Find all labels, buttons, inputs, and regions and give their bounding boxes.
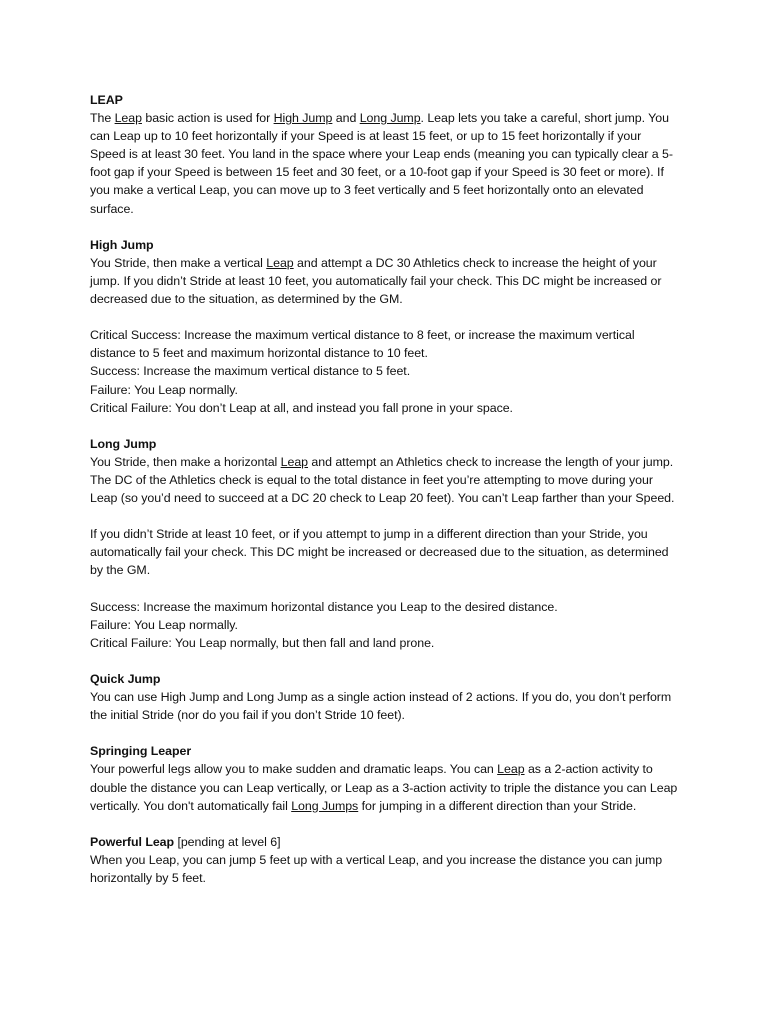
paragraph-long-jump: You Stride, then make a horizontal Leap and attempt an Athletics check to increase the length of your jump. The DC of the Athletics check is equal to the total distance in feet you’re attempting to move during your Leap (so you’d need to succeed at a DC 20 check to Leap 20 feet). You can’t Leap farther than your Speed. xyxy=(90,454,675,506)
heading-title: Powerful Leap xyxy=(90,834,175,849)
section-heading-springing-leaper: Springing Leaper xyxy=(90,744,192,759)
section-high-jump xyxy=(90,236,680,417)
paragraph-leap-intro: The Leap basic action is used for High Jump and Long Jump. Leap lets you take a careful, short jump. You can Leap up to 10 feet horizontally if your Speed is at least 15 feet, or up to 15 feet horizontally if your Speed is at least 30 feet. You land in the space where your Leap ends (meaning you can typically clear a 5-foot gap if your Speed is between 15 feet and 30 feet, or a 10-foot gap if your Speed is 30 feet or more). If you make a vertical Leap, you can move up to 3 feet vertically and 5 feet horizontally onto an elevated surface. xyxy=(90,111,673,216)
result-critical-failure: Critical Failure: You don’t Leap at all, and instead you fall prone in your space. xyxy=(90,400,513,415)
paragraph-springing-leaper: Your powerful legs allow you to make sudden and dramatic leaps. You can Leap as a 2-action activity to double the distance you can Leap vertically, or Leap as a 3-action activity to triple the distance you can Leap vertically. You don't automatically fail Long Jumps for jumping in a different direction than your Stride. xyxy=(90,762,678,813)
section-springing-leaper xyxy=(90,742,680,814)
section-quick-jump xyxy=(90,670,680,724)
section-heading-quick-jump: Quick Jump xyxy=(90,672,161,686)
document-page xyxy=(90,91,680,887)
result-success: Success: Increase the maximum horizontal distance you Leap to the desired distance. xyxy=(90,599,558,614)
link-leap[interactable]: Leap xyxy=(280,454,309,469)
section-heading-powerful-leap xyxy=(90,833,680,851)
link-leap[interactable]: Leap xyxy=(114,111,142,126)
link-long-jump[interactable]: Long Jump xyxy=(359,111,421,126)
section-heading-long-jump: Long Jump xyxy=(90,436,157,451)
link-leap[interactable]: Leap xyxy=(266,255,294,270)
link-leap[interactable]: Leap xyxy=(497,762,525,777)
link-long-jumps[interactable]: Long Jumps xyxy=(291,798,359,813)
paragraph-high-jump: You Stride, then make a vertical Leap and attempt a DC 30 Athletics check to increase the height of your jump. If you didn’t Stride at least 10 feet, you automatically fail your check. This DC might be increased or decreased due to the situation, as determined by the GM. xyxy=(90,255,662,307)
section-long-jump xyxy=(90,435,680,652)
link-high-jump[interactable]: High Jump xyxy=(273,111,333,126)
section-leap xyxy=(90,91,680,218)
result-failure: Failure: You Leap normally. xyxy=(90,382,238,397)
section-heading-leap: LEAP xyxy=(90,93,123,107)
result-failure: Failure: You Leap normally. xyxy=(90,617,238,632)
pending-note: [pending at level 6] xyxy=(174,834,281,849)
paragraph-long-jump-stride: If you didn’t Stride at least 10 feet, or if you attempt to jump in a different direction than your Stride, you automatically fail your check. This DC might be increased or decreased due to the situation, as determined by the GM. xyxy=(90,527,669,578)
paragraph-quick-jump: You can use High Jump and Long Jump as a single action instead of 2 actions. If you do, you don’t perform the initial Stride (nor do you fail if you don’t Stride 10 feet). xyxy=(90,690,672,723)
result-success: Success: Increase the maximum vertical distance to 5 feet. xyxy=(90,364,411,379)
section-powerful-leap xyxy=(90,833,680,887)
section-heading-high-jump: High Jump xyxy=(90,237,154,252)
result-critical-failure: Critical Failure: You Leap normally, but then fall and land prone. xyxy=(90,635,435,650)
paragraph-powerful-leap: When you Leap, you can jump 5 feet up with a vertical Leap, and you increase the distance you can jump horizontally by 5 feet. xyxy=(90,852,663,886)
result-critical-success: Critical Success: Increase the maximum vertical distance to 8 feet, or increase the maximum vertical distance to 5 feet and maximum horizontal distance to 10 feet. xyxy=(90,328,635,361)
